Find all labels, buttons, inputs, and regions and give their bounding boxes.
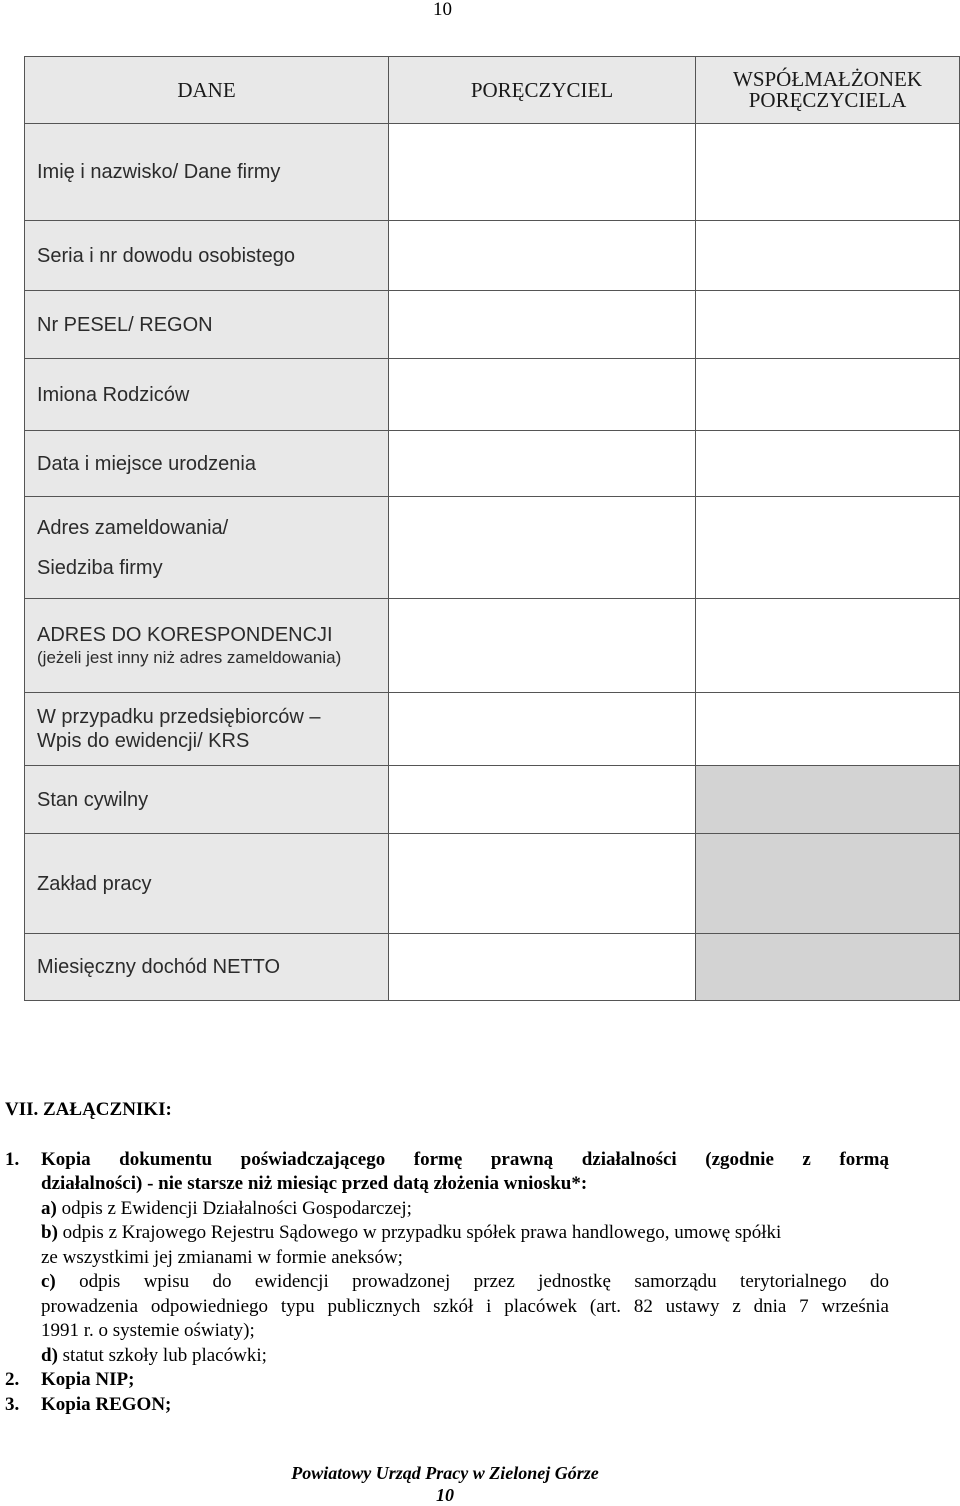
- attachments-section: [5, 1098, 889, 1417]
- wspolmalzonek-dochod-shaded: [696, 934, 960, 1001]
- row-label-adres-zameldowania: [25, 497, 389, 599]
- table-row: [25, 934, 960, 1001]
- attachments-heading: VII. ZAŁĄCZNIKI:: [5, 1099, 172, 1120]
- row-label-imiona-rodzicow: Imiona Rodziców: [25, 359, 389, 431]
- row-label-imie-nazwisko: Imię i nazwisko/ Dane firmy: [25, 124, 389, 221]
- wspolmalzonek-korespondencja-field[interactable]: [696, 599, 960, 693]
- row-label-pesel-regon: Nr PESEL/ REGON: [25, 291, 389, 359]
- item1d: [5, 1344, 889, 1369]
- table-row: [25, 766, 960, 834]
- poreczyciel-imie-nazwisko-field[interactable]: [389, 124, 696, 221]
- item1-heading-line2: działalności) - nie starsze niż miesiąc przed datą złożenia wniosku*:: [41, 1173, 588, 1194]
- table-row: [25, 431, 960, 497]
- item1c-line3: 1991 r. o systemie oświaty);: [41, 1320, 255, 1341]
- table-row: [25, 359, 960, 431]
- poreczyciel-stan-cywilny-field[interactable]: [389, 766, 696, 834]
- poreczyciel-dochod-field[interactable]: [389, 934, 696, 1001]
- wspolmalzonek-adres-field[interactable]: [696, 497, 960, 599]
- table-row: [25, 124, 960, 221]
- row-label-adres-korespondencji: [25, 599, 389, 693]
- wspolmalzonek-stan-cywilny-shaded: [696, 766, 960, 834]
- wspolmalzonek-dowod-field[interactable]: [696, 221, 960, 291]
- item1d-marker: d): [41, 1344, 58, 1366]
- table-row: [25, 693, 960, 766]
- item1b-text1: odpis z Krajowego Rejestru Sądowego w przypadku spółek prawa handlowego, umowę spółki: [62, 1222, 782, 1243]
- item1-heading-line1: [5, 1148, 889, 1173]
- wspolmalzonek-urodzenie-field[interactable]: [696, 431, 960, 497]
- poreczyciel-pesel-field[interactable]: [389, 291, 696, 359]
- item1c-line2: prowadzenia odpowiedniego typu publicznych szkół i placówek (art. 82 ustawy z dnia 7 września: [41, 1295, 889, 1317]
- item1-number: 1.: [5, 1148, 20, 1170]
- table-row: [25, 291, 960, 359]
- poreczyciel-zaklad-pracy-field[interactable]: [389, 834, 696, 934]
- row-label-korespondencja-line2: (jeżeli jest inny niż adres zameldowania): [37, 647, 342, 667]
- poreczyciel-wpis-field[interactable]: [389, 693, 696, 766]
- row-label-wpis-line2: Wpis do ewidencji/ KRS: [37, 730, 250, 752]
- row-label-wpis-ewidencji: [25, 693, 389, 766]
- item1b-line1: [5, 1221, 889, 1246]
- item1c-line1: [5, 1270, 889, 1295]
- page-footer: [0, 1462, 890, 1506]
- item1a-marker: a): [41, 1197, 57, 1219]
- row-label-dochod-netto: Miesięczny dochód NETTO: [25, 934, 389, 1001]
- table-row: [25, 497, 960, 599]
- row-label-stan-cywilny: Stan cywilny: [25, 766, 389, 834]
- item3: [5, 1393, 889, 1418]
- row-label-adres-line1: Adres zameldowania/: [37, 516, 229, 539]
- column-header-poreczyciel: PORĘCZYCIEL: [389, 57, 696, 124]
- item3-text: Kopia REGON;: [41, 1393, 172, 1415]
- poreczyciel-urodzenie-field[interactable]: [389, 431, 696, 497]
- column-header-wspolmalzonek: WSPÓŁMAŁŻONEK PORĘCZYCIELA: [696, 57, 960, 124]
- item1c-marker: c): [41, 1271, 56, 1292]
- item1a: [5, 1197, 889, 1222]
- wspolmalzonek-rodzice-field[interactable]: [696, 359, 960, 431]
- poreczyciel-rodzice-field[interactable]: [389, 359, 696, 431]
- item1d-text: statut szkoły lub placówki;: [62, 1344, 267, 1366]
- table-row: [25, 834, 960, 934]
- table-row: [25, 221, 960, 291]
- item2-text: Kopia NIP;: [41, 1369, 135, 1390]
- item2-number: 2.: [5, 1369, 20, 1390]
- item1a-text: odpis z Ewidencji Działalności Gospodarczej;: [61, 1197, 412, 1219]
- item2: [5, 1368, 889, 1393]
- page-number-top: 10: [433, 0, 452, 20]
- row-label-wpis-line1: W przypadku przedsiębiorców –: [37, 706, 321, 728]
- item3-number: 3.: [5, 1393, 20, 1415]
- wspolmalzonek-pesel-field[interactable]: [696, 291, 960, 359]
- poreczyciel-adres-field[interactable]: [389, 497, 696, 599]
- item1c-text1: odpis wpisu do ewidencji prowadzonej przez jednostkę samorządu terytorialnego do: [79, 1271, 889, 1292]
- footer-office-name: Powiatowy Urząd Pracy w Zielonej Górze: [291, 1463, 599, 1483]
- row-label-korespondencja-line1: ADRES DO KORESPONDENCJI: [37, 623, 333, 646]
- poreczyciel-dowod-field[interactable]: [389, 221, 696, 291]
- wspolmalzonek-imie-nazwisko-field[interactable]: [696, 124, 960, 221]
- column-header-dane: DANE: [25, 57, 389, 124]
- wspolmalzonek-zaklad-pracy-shaded: [696, 834, 960, 934]
- item1b-marker: b): [41, 1222, 58, 1243]
- item1-heading-text1: Kopia dokumentu poświadczającego formę prawną działalności (zgodnie z formą: [41, 1148, 889, 1170]
- table-header-row: [25, 57, 960, 124]
- item1b-line2: ze wszystkimi jej zmianami w formie aneksów;: [41, 1246, 403, 1268]
- wspolmalzonek-wpis-field[interactable]: [696, 693, 960, 766]
- guarantor-data-table: [24, 56, 960, 1001]
- row-label-data-miejsce-urodzenia: Data i miejsce urodzenia: [25, 431, 389, 497]
- row-label-adres-line2: Siedziba firmy: [37, 556, 163, 579]
- footer-page-number: 10: [436, 1485, 454, 1505]
- table-row: [25, 599, 960, 693]
- poreczyciel-korespondencja-field[interactable]: [389, 599, 696, 693]
- row-label-zaklad-pracy: Zakład pracy: [25, 834, 389, 934]
- row-label-dowod-osobisty: Seria i nr dowodu osobistego: [25, 221, 389, 291]
